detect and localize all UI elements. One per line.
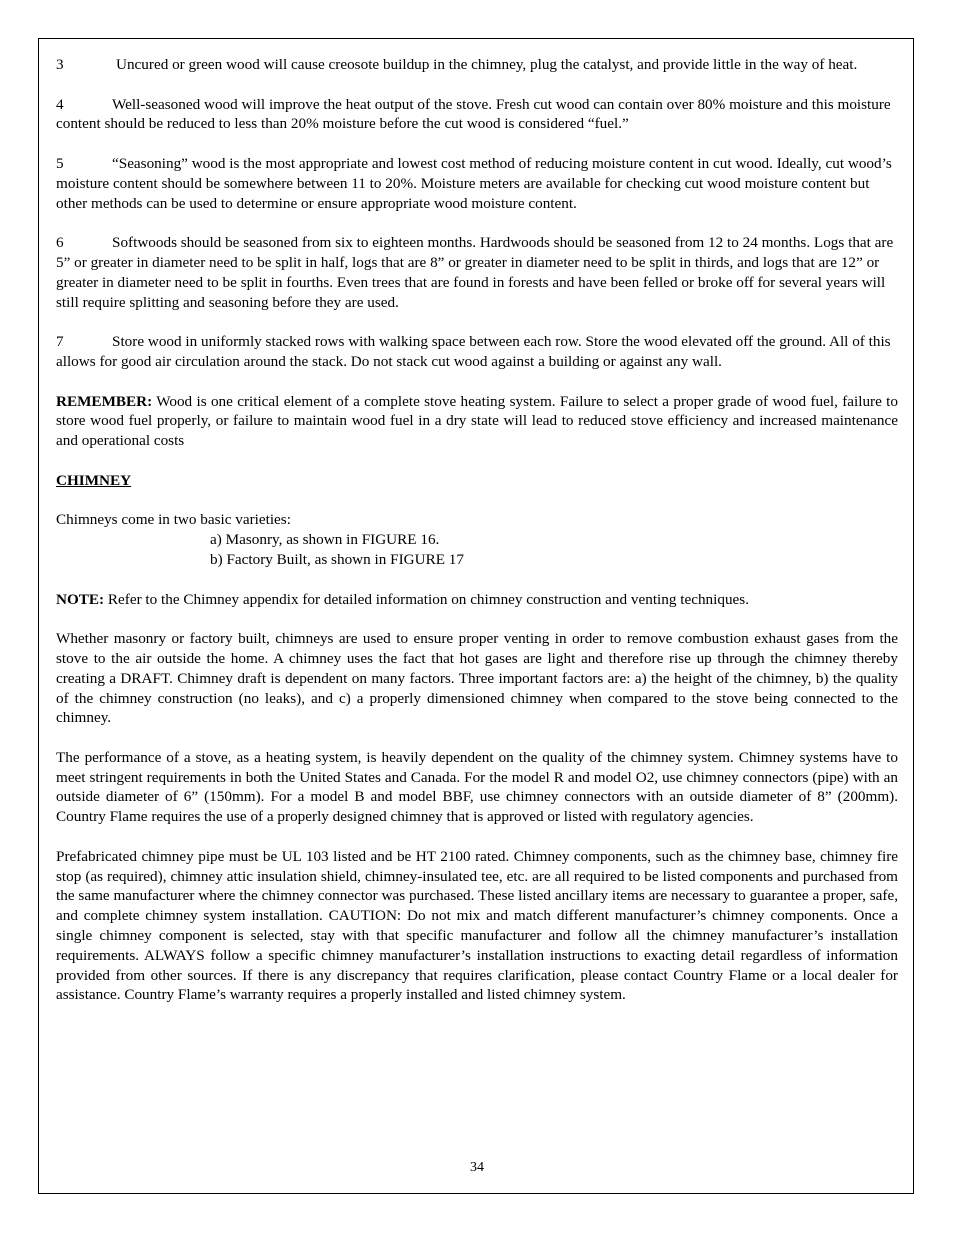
item-text: Store wood in uniformly stacked rows with walking space between each row. Store the wood elevated off the ground. All of this allows for good air circulation around the stack. Do not stack cut wood against a building or against any wall. [56, 333, 891, 370]
variety-item-factory-built: b) Factory Built, as shown in FIGURE 17 [210, 550, 464, 568]
chimney-intro: Chimneys come in two basic varieties: [56, 511, 291, 529]
item-number: 6 [56, 234, 64, 252]
variety-item-masonry: a) Masonry, as shown in FIGURE 16. [210, 531, 440, 549]
chimney-paragraph-draft: Whether masonry or factory built, chimneys are used to ensure proper venting in order to remove combustion exhaust gases from the stove to the air outside the home. A chimney uses the fact that hot gases are light and therefore rise up through the chimney thereby creating a DRAFT. Chimney draft is dependent on many factors. Three important factors are: a) the height of the chimney, b) the quality of the chimney construction (no leaks), and c) a properly dimensioned chimney when compared to the stove being connected to the chimney. [56, 630, 898, 727]
chimney-heading: CHIMNEY [56, 471, 132, 489]
remember-text: Wood is one critical element of a complete stove heating system. Failure to select a proper grade of wood fuel, failure to store wood fuel properly, or failure to maintain wood fuel in a dry state will lead to reduced stove efficiency and increased maintenance and operational costs [56, 392, 898, 450]
chimney-varieties [56, 510, 898, 569]
item-5 [56, 154, 898, 213]
remember-paragraph [56, 392, 898, 451]
note-label: NOTE: [56, 590, 105, 608]
note-paragraph [56, 590, 898, 610]
item-number: 7 [56, 333, 64, 351]
item-number: 5 [56, 154, 64, 172]
item-number: 4 [56, 95, 64, 113]
chimney-paragraph-performance: The performance of a stove, as a heating system, is heavily dependent on the quality of the chimney system. Chimney systems have to meet stringent requirements in both the United States and Canada. For the model R and model O2, use chimney connectors (pipe) with an outside diameter of 6” (150mm). For a model B and model BBF, use chimney connectors with an outside diameter of 8” (200mm). Country Flame requires the use of a properly designed chimney that is approved or listed with regulatory agencies. [56, 748, 898, 826]
item-6 [56, 233, 898, 312]
remember-label: REMEMBER: [56, 392, 153, 410]
chimney-paragraph-prefabricated: Prefabricated chimney pipe must be UL 103 listed and be HT 2100 rated. Chimney components, such as the chimney base, chimney fire stop (as required), chimney attic insulation shield, chimney-insulated tee, etc. are all required to be listed components and purchased from the same manufacturer where the chimney connector was purchased. These listed ancillary items are necessary to guarantee a proper, safe, and complete chimney system installation. CAUTION: Do not mix and match different manufacturer’s chimney components. Once a single chimney component is selected, stay with that specific manufacturer and follow all the chimney manufacturer’s installation requirements. ALWAYS follow a specific chimney manufacturer’s installation instructions to exacting detail regardless of information provided from other sources. If there is any discrepancy that requires clarification, please contact Country Flame or a local dealer for assistance. Country Flame’s warranty requires a properly installed and listed chimney system. [56, 847, 898, 1004]
item-text: “Seasoning” wood is the most appropriate and lowest cost method of reducing moisture content in cut wood. Ideally, cut wood’s moisture content should be somewhere between 11 to 20%. Moisture meters are available for checking cut wood moisture content but other methods can be used to determine or ensure appropriate wood moisture content. [56, 154, 892, 212]
item-number: 3 [56, 56, 64, 73]
item-4 [56, 95, 898, 135]
note-text: Refer to the Chimney appendix for detailed information on chimney construction and venting techniques. [104, 590, 749, 608]
item-text: Uncured or green wood will cause creosote buildup in the chimney, plug the catalyst, and provide little in the way of heat. [116, 56, 858, 73]
item-text: Softwoods should be seasoned from six to eighteen months. Hardwoods should be seasoned from 12 to 24 months. Logs that are 5” or greater in diameter need to be split in half, logs that are 8” or greater in diameter need to be split in thirds, and logs that are 12” or greater in diameter need to be split in fourths. Even trees that are found in forests and have been felled or broke off for several years will still require splitting and seasoning before they are used. [56, 234, 894, 311]
item-7 [56, 332, 898, 372]
item-3 [56, 55, 898, 75]
item-text: Well-seasoned wood will improve the heat output of the stove. Fresh cut wood can contain over 80% moisture and this moisture content should be reduced to less than 20% moisture before the cut wood is considered “fuel.” [56, 95, 891, 133]
page-number: 34 [470, 1160, 484, 1175]
document-body [56, 55, 898, 1005]
